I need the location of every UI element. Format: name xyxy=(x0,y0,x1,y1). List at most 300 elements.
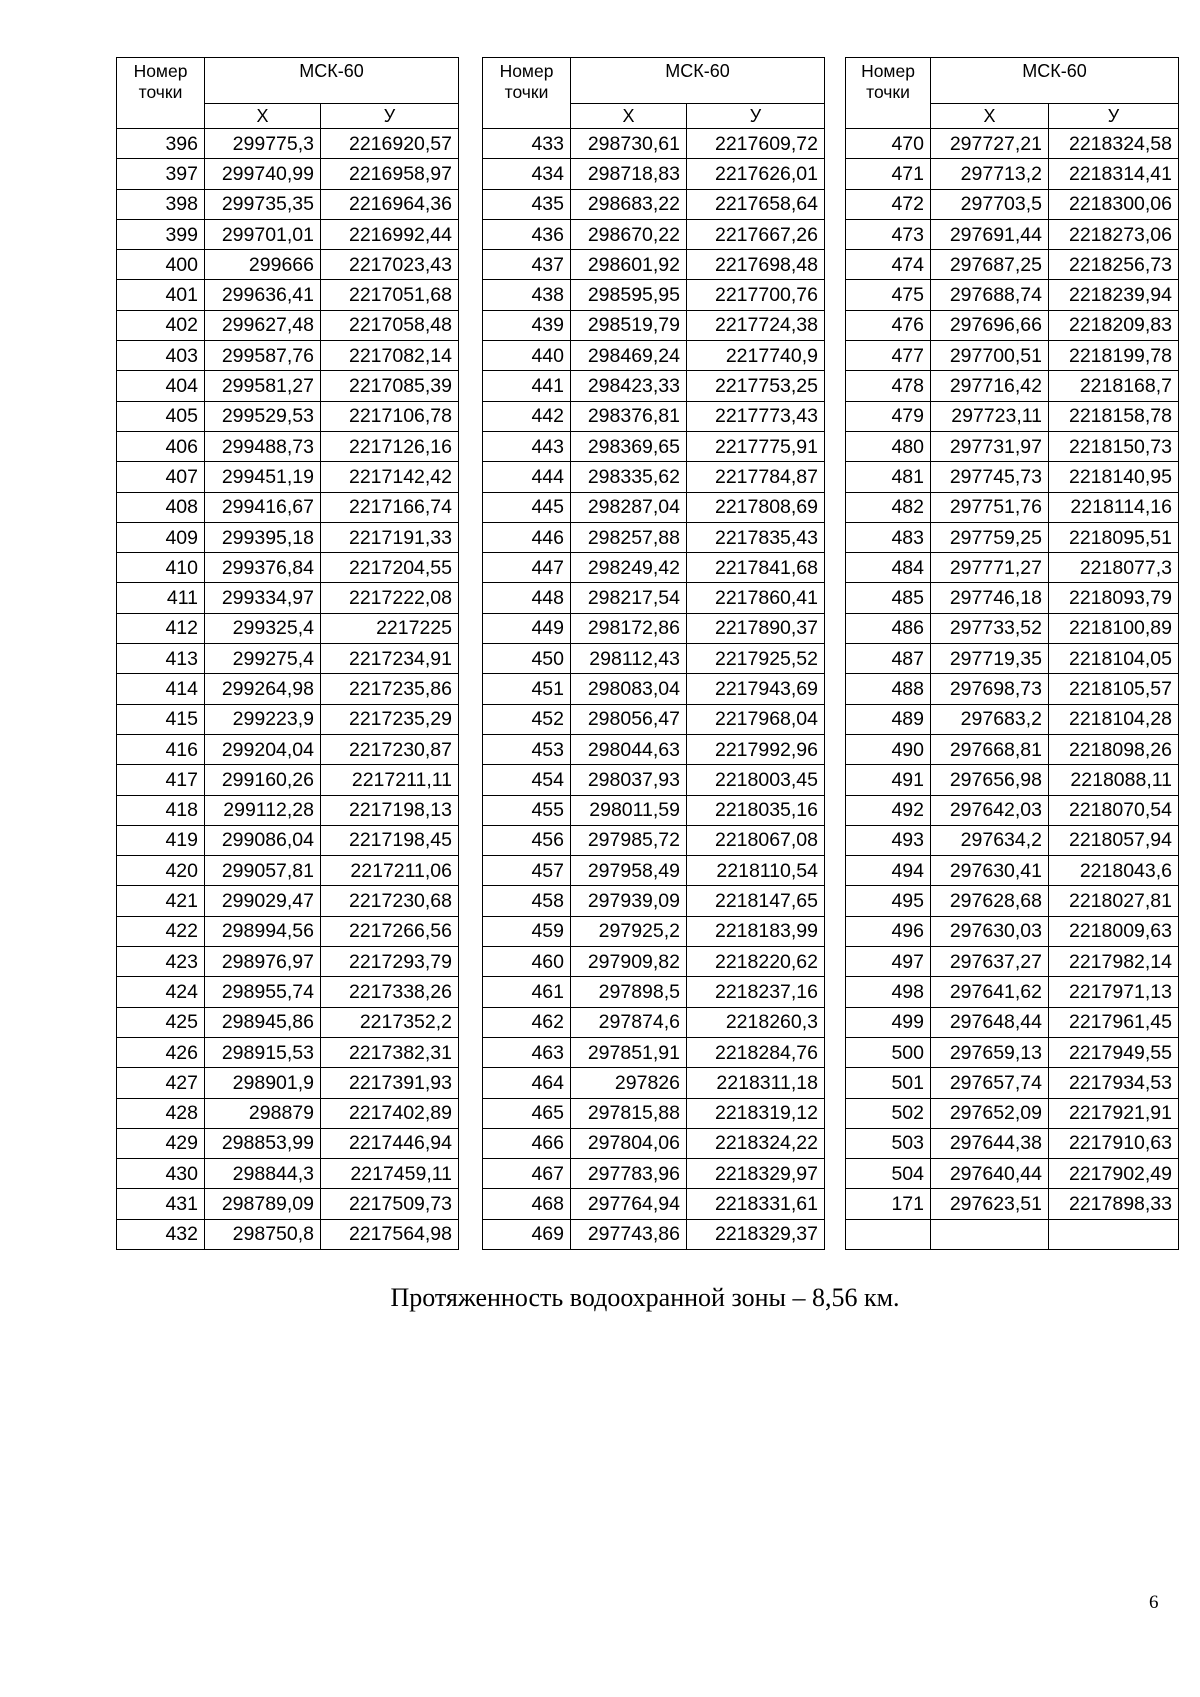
y-coordinate-cell: 2217925,52 xyxy=(687,644,825,674)
point-number-cell: 429 xyxy=(117,1128,205,1158)
y-coordinate-cell: 2217391,93 xyxy=(321,1068,459,1098)
table-row xyxy=(846,310,1179,340)
y-coordinate-cell: 2217961,45 xyxy=(1049,1007,1179,1037)
table-row xyxy=(846,1037,1179,1067)
table-row xyxy=(483,583,825,613)
point-number-cell: 474 xyxy=(846,250,931,280)
point-number-cell: 452 xyxy=(483,704,571,734)
x-coordinate-cell: 297657,74 xyxy=(931,1068,1049,1098)
header-y: У xyxy=(1049,104,1179,129)
table-row xyxy=(483,886,825,916)
x-coordinate-cell: 297696,66 xyxy=(931,310,1049,340)
y-coordinate-cell: 2217235,86 xyxy=(321,674,459,704)
point-number-cell: 442 xyxy=(483,401,571,431)
coordinates-table-2 xyxy=(482,57,825,1250)
table-row xyxy=(117,1098,459,1128)
table-row xyxy=(483,219,825,249)
table-row xyxy=(483,704,825,734)
point-number-cell: 406 xyxy=(117,431,205,461)
table-row xyxy=(846,825,1179,855)
x-coordinate-cell: 297731,97 xyxy=(931,431,1049,461)
x-coordinate-cell: 297630,03 xyxy=(931,916,1049,946)
table-row xyxy=(117,947,459,977)
header-point-number: Номер точки xyxy=(846,58,931,129)
x-coordinate-cell: 297851,91 xyxy=(571,1037,687,1067)
point-number-cell: 439 xyxy=(483,310,571,340)
point-number-cell: 476 xyxy=(846,310,931,340)
y-coordinate-cell: 2216992,44 xyxy=(321,219,459,249)
point-number-cell: 449 xyxy=(483,613,571,643)
y-coordinate-cell: 2218095,51 xyxy=(1049,522,1179,552)
x-coordinate-cell: 298423,33 xyxy=(571,371,687,401)
point-number-cell: 504 xyxy=(846,1159,931,1189)
point-number-cell: 415 xyxy=(117,704,205,734)
table-row xyxy=(846,583,1179,613)
table-row xyxy=(846,1189,1179,1219)
point-number-cell: 403 xyxy=(117,341,205,371)
y-coordinate-cell: 2218199,78 xyxy=(1049,341,1179,371)
table-row xyxy=(483,129,825,159)
point-number-cell: 484 xyxy=(846,553,931,583)
table-row xyxy=(846,553,1179,583)
point-number-cell: 498 xyxy=(846,977,931,1007)
point-number-cell: 465 xyxy=(483,1098,571,1128)
table-row xyxy=(117,613,459,643)
point-number-cell: 467 xyxy=(483,1159,571,1189)
point-number-cell: 423 xyxy=(117,947,205,977)
table-row xyxy=(846,1098,1179,1128)
x-coordinate-cell: 297637,27 xyxy=(931,947,1049,977)
x-coordinate-cell: 297804,06 xyxy=(571,1128,687,1158)
y-coordinate-cell: 2218027,81 xyxy=(1049,886,1179,916)
table-row xyxy=(483,674,825,704)
x-coordinate-cell: 297652,09 xyxy=(931,1098,1049,1128)
point-number-cell: 419 xyxy=(117,825,205,855)
x-coordinate-cell: 299636,41 xyxy=(205,280,321,310)
x-coordinate-cell: 297985,72 xyxy=(571,825,687,855)
y-coordinate-cell: 2217106,78 xyxy=(321,401,459,431)
x-coordinate-cell: 297648,44 xyxy=(931,1007,1049,1037)
table-row xyxy=(483,644,825,674)
x-coordinate-cell: 297909,82 xyxy=(571,947,687,977)
point-number-cell: 496 xyxy=(846,916,931,946)
table-row xyxy=(846,522,1179,552)
table-row xyxy=(483,825,825,855)
y-coordinate-cell: 2218043,6 xyxy=(1049,856,1179,886)
table-row xyxy=(483,189,825,219)
y-coordinate-cell: 2218284,76 xyxy=(687,1037,825,1067)
table-row xyxy=(483,1037,825,1067)
y-coordinate-cell: 2217222,08 xyxy=(321,583,459,613)
point-number-cell: 436 xyxy=(483,219,571,249)
x-coordinate-cell: 298469,24 xyxy=(571,341,687,371)
point-number-cell: 492 xyxy=(846,795,931,825)
table-row xyxy=(117,704,459,734)
point-number-cell: 451 xyxy=(483,674,571,704)
y-coordinate-cell: 2217230,68 xyxy=(321,886,459,916)
x-coordinate-cell: 298595,95 xyxy=(571,280,687,310)
point-number-cell: 398 xyxy=(117,189,205,219)
table-row xyxy=(117,734,459,764)
y-coordinate-cell: 2217773,43 xyxy=(687,401,825,431)
table-row xyxy=(846,977,1179,1007)
y-coordinate-cell: 2218237,16 xyxy=(687,977,825,1007)
y-coordinate-cell: 2217902,49 xyxy=(1049,1159,1179,1189)
table-row xyxy=(846,401,1179,431)
point-number-cell: 450 xyxy=(483,644,571,674)
point-number-cell: 447 xyxy=(483,553,571,583)
y-coordinate-cell: 2217082,14 xyxy=(321,341,459,371)
table-row xyxy=(117,1128,459,1158)
table-row xyxy=(483,371,825,401)
y-coordinate-cell: 2218260,3 xyxy=(687,1007,825,1037)
point-number-cell: 469 xyxy=(483,1219,571,1249)
point-number-cell: 453 xyxy=(483,734,571,764)
header-x: Х xyxy=(931,104,1049,129)
table-row xyxy=(117,250,459,280)
point-number-cell: 413 xyxy=(117,644,205,674)
table-row xyxy=(846,1128,1179,1158)
y-coordinate-cell: 2217234,91 xyxy=(321,644,459,674)
header-point-number: Номер точки xyxy=(483,58,571,129)
x-coordinate-cell: 297688,74 xyxy=(931,280,1049,310)
point-number-cell: 489 xyxy=(846,704,931,734)
table-row xyxy=(117,341,459,371)
x-coordinate-cell: 297668,81 xyxy=(931,734,1049,764)
table-row xyxy=(117,583,459,613)
point-number-cell: 426 xyxy=(117,1037,205,1067)
y-coordinate-cell: 2217992,96 xyxy=(687,734,825,764)
point-number-cell: 422 xyxy=(117,916,205,946)
table-row xyxy=(483,613,825,643)
y-coordinate-cell: 2218300,06 xyxy=(1049,189,1179,219)
y-coordinate-cell: 2217667,26 xyxy=(687,219,825,249)
x-coordinate-cell: 297727,21 xyxy=(931,129,1049,159)
point-number-cell: 500 xyxy=(846,1037,931,1067)
table-row xyxy=(846,431,1179,461)
x-coordinate-cell: 299740,99 xyxy=(205,159,321,189)
table-row xyxy=(846,189,1179,219)
point-number-cell: 493 xyxy=(846,825,931,855)
point-number-cell: 499 xyxy=(846,1007,931,1037)
x-coordinate-cell xyxy=(931,1219,1049,1249)
y-coordinate-cell: 2218088,11 xyxy=(1049,765,1179,795)
x-coordinate-cell: 297623,51 xyxy=(931,1189,1049,1219)
x-coordinate-cell: 299627,48 xyxy=(205,310,321,340)
table-row xyxy=(846,129,1179,159)
table-row xyxy=(117,401,459,431)
x-coordinate-cell: 297826 xyxy=(571,1068,687,1098)
table-row xyxy=(846,765,1179,795)
x-coordinate-cell: 299451,19 xyxy=(205,462,321,492)
x-coordinate-cell: 299223,9 xyxy=(205,704,321,734)
x-coordinate-cell: 299275,4 xyxy=(205,644,321,674)
x-coordinate-cell: 298945,86 xyxy=(205,1007,321,1037)
point-number-cell: 454 xyxy=(483,765,571,795)
table-row xyxy=(483,401,825,431)
point-number-cell: 431 xyxy=(117,1189,205,1219)
point-number-cell: 457 xyxy=(483,856,571,886)
point-number-cell: 428 xyxy=(117,1098,205,1128)
y-coordinate-cell: 2216958,97 xyxy=(321,159,459,189)
y-coordinate-cell: 2217808,69 xyxy=(687,492,825,522)
point-number-cell: 458 xyxy=(483,886,571,916)
y-coordinate-cell: 2217658,64 xyxy=(687,189,825,219)
table-row xyxy=(483,462,825,492)
y-coordinate-cell: 2217142,42 xyxy=(321,462,459,492)
header-x: Х xyxy=(571,104,687,129)
table-row xyxy=(846,856,1179,886)
point-number-cell: 497 xyxy=(846,947,931,977)
point-number-cell: 401 xyxy=(117,280,205,310)
y-coordinate-cell: 2218067,08 xyxy=(687,825,825,855)
table-row xyxy=(117,189,459,219)
point-number-cell: 434 xyxy=(483,159,571,189)
point-number-cell: 407 xyxy=(117,462,205,492)
y-coordinate-cell: 2217753,25 xyxy=(687,371,825,401)
table-row xyxy=(483,1189,825,1219)
y-coordinate-cell: 2217949,55 xyxy=(1049,1037,1179,1067)
x-coordinate-cell: 297700,51 xyxy=(931,341,1049,371)
point-number-cell: 485 xyxy=(846,583,931,613)
y-coordinate-cell: 2217382,31 xyxy=(321,1037,459,1067)
point-number-cell: 410 xyxy=(117,553,205,583)
y-coordinate-cell: 2217225 xyxy=(321,613,459,643)
y-coordinate-cell: 2217058,48 xyxy=(321,310,459,340)
y-coordinate-cell: 2218209,83 xyxy=(1049,310,1179,340)
x-coordinate-cell: 299376,84 xyxy=(205,553,321,583)
table-row xyxy=(846,1007,1179,1037)
x-coordinate-cell: 297716,42 xyxy=(931,371,1049,401)
x-coordinate-cell: 299204,04 xyxy=(205,734,321,764)
table-row xyxy=(846,674,1179,704)
y-coordinate-cell: 2217775,91 xyxy=(687,431,825,461)
table-row xyxy=(483,1098,825,1128)
table-row xyxy=(117,1189,459,1219)
point-number-cell: 490 xyxy=(846,734,931,764)
x-coordinate-cell: 297939,09 xyxy=(571,886,687,916)
table-row xyxy=(483,1068,825,1098)
point-number-cell: 471 xyxy=(846,159,931,189)
table-row xyxy=(483,1159,825,1189)
x-coordinate-cell: 297733,52 xyxy=(931,613,1049,643)
x-coordinate-cell: 298335,62 xyxy=(571,462,687,492)
y-coordinate-cell: 2218329,37 xyxy=(687,1219,825,1249)
x-coordinate-cell: 298976,97 xyxy=(205,947,321,977)
point-number-cell: 409 xyxy=(117,522,205,552)
x-coordinate-cell: 298044,63 xyxy=(571,734,687,764)
y-coordinate-cell: 2217023,43 xyxy=(321,250,459,280)
x-coordinate-cell: 297659,13 xyxy=(931,1037,1049,1067)
x-coordinate-cell: 298844,3 xyxy=(205,1159,321,1189)
y-coordinate-cell: 2217446,94 xyxy=(321,1128,459,1158)
point-number-cell: 477 xyxy=(846,341,931,371)
point-number-cell: 445 xyxy=(483,492,571,522)
y-coordinate-cell: 2218324,58 xyxy=(1049,129,1179,159)
y-coordinate-cell: 2217204,55 xyxy=(321,553,459,583)
table-row xyxy=(846,1159,1179,1189)
x-coordinate-cell: 297751,76 xyxy=(931,492,1049,522)
y-coordinate-cell: 2217835,43 xyxy=(687,522,825,552)
x-coordinate-cell: 298879 xyxy=(205,1098,321,1128)
y-coordinate-cell: 2217564,98 xyxy=(321,1219,459,1249)
point-number-cell: 480 xyxy=(846,431,931,461)
point-number-cell: 456 xyxy=(483,825,571,855)
x-coordinate-cell: 297759,25 xyxy=(931,522,1049,552)
table-row xyxy=(846,280,1179,310)
table-row xyxy=(846,159,1179,189)
table-row xyxy=(846,341,1179,371)
table-row xyxy=(117,159,459,189)
point-number-cell: 478 xyxy=(846,371,931,401)
x-coordinate-cell: 299529,53 xyxy=(205,401,321,431)
header-y: У xyxy=(687,104,825,129)
point-number-cell: 400 xyxy=(117,250,205,280)
point-number-cell: 461 xyxy=(483,977,571,1007)
y-coordinate-cell: 2217509,73 xyxy=(321,1189,459,1219)
point-number-cell: 440 xyxy=(483,341,571,371)
point-number-cell: 466 xyxy=(483,1128,571,1158)
point-number-cell: 438 xyxy=(483,280,571,310)
table-row xyxy=(846,219,1179,249)
point-number-cell: 171 xyxy=(846,1189,931,1219)
x-coordinate-cell: 299086,04 xyxy=(205,825,321,855)
point-number-cell: 399 xyxy=(117,219,205,249)
y-coordinate-cell: 2217971,13 xyxy=(1049,977,1179,1007)
point-number-cell: 446 xyxy=(483,522,571,552)
table-row xyxy=(117,795,459,825)
y-coordinate-cell: 2217293,79 xyxy=(321,947,459,977)
table-row xyxy=(117,644,459,674)
y-coordinate-cell xyxy=(1049,1219,1179,1249)
table-row xyxy=(483,431,825,461)
x-coordinate-cell: 297771,27 xyxy=(931,553,1049,583)
table-row xyxy=(483,1128,825,1158)
y-coordinate-cell: 2217943,69 xyxy=(687,674,825,704)
table-row xyxy=(846,644,1179,674)
table-row xyxy=(117,310,459,340)
y-coordinate-cell: 2217784,87 xyxy=(687,462,825,492)
x-coordinate-cell: 298172,86 xyxy=(571,613,687,643)
table-row xyxy=(117,1159,459,1189)
x-coordinate-cell: 297719,35 xyxy=(931,644,1049,674)
table-row xyxy=(846,613,1179,643)
x-coordinate-cell: 299416,67 xyxy=(205,492,321,522)
table-row xyxy=(483,310,825,340)
x-coordinate-cell: 297925,2 xyxy=(571,916,687,946)
x-coordinate-cell: 298601,92 xyxy=(571,250,687,280)
x-coordinate-cell: 297683,2 xyxy=(931,704,1049,734)
table-row xyxy=(483,522,825,552)
table-row xyxy=(117,1219,459,1249)
x-coordinate-cell: 298369,65 xyxy=(571,431,687,461)
y-coordinate-cell: 2218168,7 xyxy=(1049,371,1179,401)
x-coordinate-cell: 299264,98 xyxy=(205,674,321,704)
y-coordinate-cell: 2217459,11 xyxy=(321,1159,459,1189)
point-number-cell: 464 xyxy=(483,1068,571,1098)
header-point-number: Номер точки xyxy=(117,58,205,129)
x-coordinate-cell: 299701,01 xyxy=(205,219,321,249)
water-zone-length-caption: Протяженность водоохранной зоны – 8,56 км. xyxy=(390,1283,900,1312)
point-number-cell: 411 xyxy=(117,583,205,613)
header-crs: МСК-60 xyxy=(205,58,459,104)
point-number-cell: 421 xyxy=(117,886,205,916)
point-number-cell: 459 xyxy=(483,916,571,946)
y-coordinate-cell: 2218098,26 xyxy=(1049,734,1179,764)
table-row xyxy=(483,341,825,371)
x-coordinate-cell: 298955,74 xyxy=(205,977,321,1007)
x-coordinate-cell: 297698,73 xyxy=(931,674,1049,704)
point-number-cell: 495 xyxy=(846,886,931,916)
y-coordinate-cell: 2218239,94 xyxy=(1049,280,1179,310)
point-number-cell: 427 xyxy=(117,1068,205,1098)
table-row xyxy=(483,916,825,946)
y-coordinate-cell: 2218035,16 xyxy=(687,795,825,825)
y-coordinate-cell: 2218314,41 xyxy=(1049,159,1179,189)
x-coordinate-cell: 298789,09 xyxy=(205,1189,321,1219)
x-coordinate-cell: 297644,38 xyxy=(931,1128,1049,1158)
x-coordinate-cell: 298376,81 xyxy=(571,401,687,431)
y-coordinate-cell: 2218077,3 xyxy=(1049,553,1179,583)
x-coordinate-cell: 299334,97 xyxy=(205,583,321,613)
x-coordinate-cell: 298217,54 xyxy=(571,583,687,613)
y-coordinate-cell: 2217740,9 xyxy=(687,341,825,371)
y-coordinate-cell: 2217968,04 xyxy=(687,704,825,734)
x-coordinate-cell: 297815,88 xyxy=(571,1098,687,1128)
point-number-cell: 491 xyxy=(846,765,931,795)
point-number-cell: 502 xyxy=(846,1098,931,1128)
x-coordinate-cell: 297630,41 xyxy=(931,856,1049,886)
x-coordinate-cell: 299057,81 xyxy=(205,856,321,886)
coordinates-table-1 xyxy=(116,57,459,1250)
table-row xyxy=(117,462,459,492)
y-coordinate-cell: 2218100,89 xyxy=(1049,613,1179,643)
table-row xyxy=(846,1068,1179,1098)
table-row xyxy=(117,371,459,401)
x-coordinate-cell: 299160,26 xyxy=(205,765,321,795)
point-number-cell: 425 xyxy=(117,1007,205,1037)
point-number-cell: 441 xyxy=(483,371,571,401)
y-coordinate-cell: 2218158,78 xyxy=(1049,401,1179,431)
y-coordinate-cell: 2218311,18 xyxy=(687,1068,825,1098)
y-coordinate-cell: 2217724,38 xyxy=(687,310,825,340)
x-coordinate-cell: 299395,18 xyxy=(205,522,321,552)
x-coordinate-cell: 297743,86 xyxy=(571,1219,687,1249)
table-row xyxy=(846,250,1179,280)
y-coordinate-cell: 2218220,62 xyxy=(687,947,825,977)
table-row xyxy=(117,219,459,249)
y-coordinate-cell: 2218256,73 xyxy=(1049,250,1179,280)
y-coordinate-cell: 2218104,05 xyxy=(1049,644,1179,674)
x-coordinate-cell: 299666 xyxy=(205,250,321,280)
table-row xyxy=(846,795,1179,825)
table-row xyxy=(483,765,825,795)
y-coordinate-cell: 2217051,68 xyxy=(321,280,459,310)
table-row xyxy=(846,371,1179,401)
x-coordinate-cell: 298994,56 xyxy=(205,916,321,946)
x-coordinate-cell: 299112,28 xyxy=(205,795,321,825)
x-coordinate-cell: 298750,8 xyxy=(205,1219,321,1249)
y-coordinate-cell: 2217198,45 xyxy=(321,825,459,855)
y-coordinate-cell: 2217266,56 xyxy=(321,916,459,946)
point-number-cell: 472 xyxy=(846,189,931,219)
y-coordinate-cell: 2217609,72 xyxy=(687,129,825,159)
point-number-cell: 430 xyxy=(117,1159,205,1189)
point-number-cell: 501 xyxy=(846,1068,931,1098)
point-number-cell: 468 xyxy=(483,1189,571,1219)
x-coordinate-cell: 297691,44 xyxy=(931,219,1049,249)
table-row xyxy=(117,492,459,522)
